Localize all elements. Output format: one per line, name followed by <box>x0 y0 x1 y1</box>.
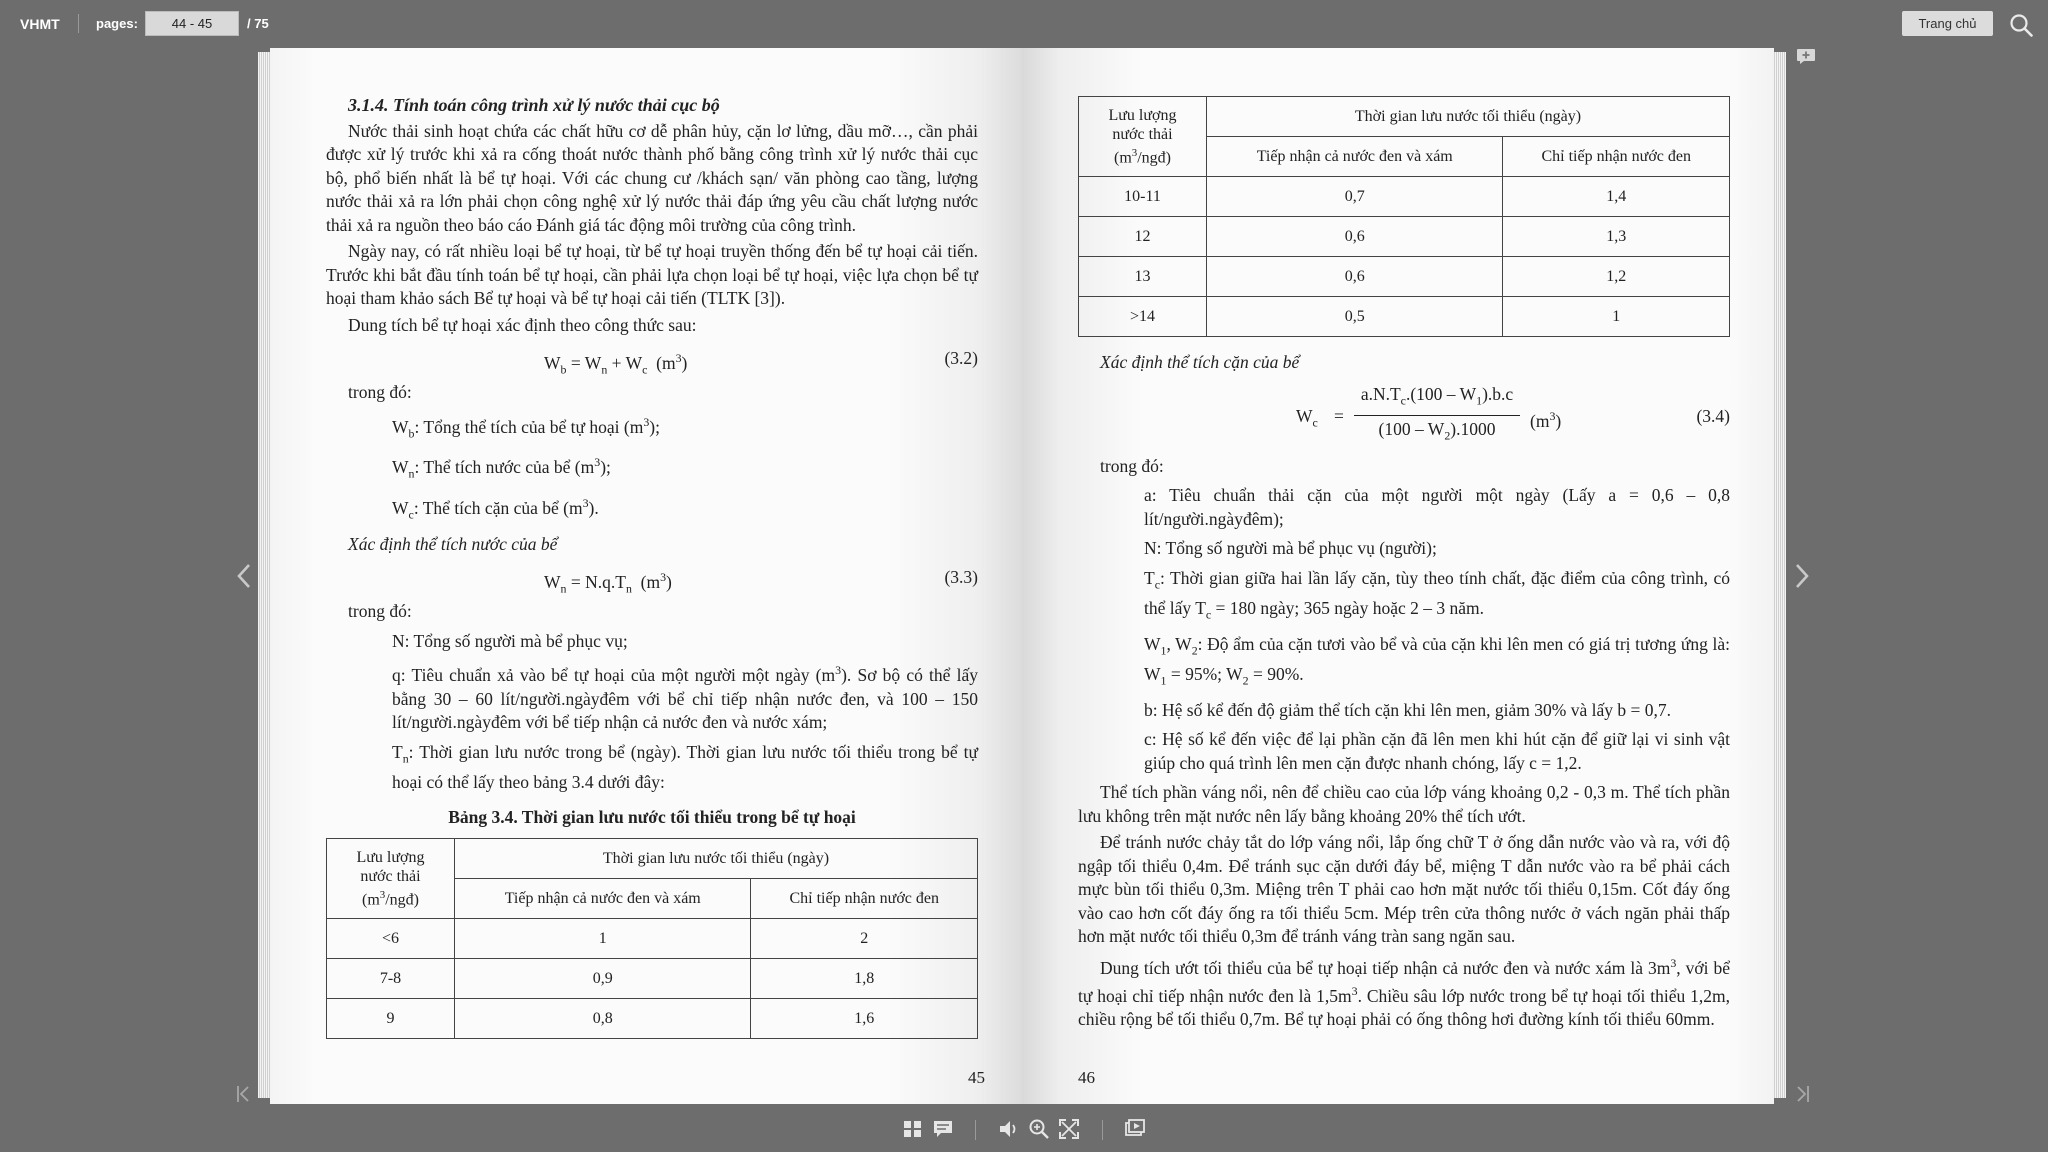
page-number-input[interactable] <box>145 11 239 36</box>
table-cell: 1,2 <box>1503 257 1730 297</box>
page-45[interactable] <box>270 48 1022 1104</box>
page-46[interactable] <box>1022 48 1774 1104</box>
label: trong đó: <box>348 601 412 622</box>
formula-expression: $W_n = N.q.T_n$ $(m^3)$ <box>544 570 672 596</box>
definition: $T_c$: Thời gian giữa hai lần lấy cặn, tùy theo tính chất, đặc điểm của công trình, có thể lấy $T_c = 180$ ngày; 365 ngày hoặc 2 – 3 năm. <box>1144 567 1730 621</box>
retention-table <box>326 838 978 1039</box>
table-header: Lưu lượng nước thải $(m^3/ngđ)$ <box>1079 97 1207 177</box>
table-cell: 1,4 <box>1503 177 1730 217</box>
formula-expression: $W_b = W_n + W_c$ $(m^3)$ <box>544 351 688 377</box>
retention-table-continued <box>1078 96 1730 337</box>
top-toolbar <box>0 0 2048 48</box>
formula-number: (3.2) <box>944 348 978 368</box>
table-cell: 0,8 <box>455 998 751 1038</box>
formula-equals: = <box>1334 405 1344 426</box>
definition: b: Hệ số kể đến độ giảm thể tích cặn khi lên men, giảm 30% và lấy b = 0,7. <box>1144 699 1671 720</box>
pages-total: / 75 <box>247 16 269 31</box>
table-cell: 9 <box>327 998 455 1038</box>
table-caption: Bảng 3.4. Thời gian lưu nước tối thiểu trong bể tự hoại <box>448 807 856 828</box>
definition: $W_b$: Tổng thể tích của bể tự hoại $(m^3)$; <box>392 414 660 440</box>
first-page-icon[interactable] <box>232 1084 256 1104</box>
table-cell: >14 <box>1079 297 1207 337</box>
search-icon[interactable] <box>2008 12 2034 38</box>
table-header: Thời gian lưu nước tối thiểu (ngày) <box>455 838 978 878</box>
table-row <box>1079 297 1730 337</box>
page-stack-right <box>1772 52 1786 1098</box>
table-cell: 1 <box>1503 297 1730 337</box>
last-page-icon[interactable] <box>1790 1084 1814 1104</box>
formula-number: (3.3) <box>944 567 978 588</box>
brand-label: VHMT <box>20 16 60 32</box>
formula-denominator: $(100 - W_2).1000$ <box>1378 418 1496 442</box>
page-number: 45 <box>968 1068 985 1087</box>
toolbar-divider <box>975 1120 976 1140</box>
definition: N: Tổng số người mà bể phục vụ (người); <box>1144 538 1437 558</box>
table-row <box>327 998 978 1038</box>
table-header: Lưu lượng nước thải $(m^3/ngđ)$ <box>327 838 455 918</box>
book-spread <box>258 48 1786 1104</box>
table-cell: 2 <box>751 918 978 958</box>
table-cell: 1,6 <box>751 998 978 1038</box>
formula-3-3 <box>326 562 978 594</box>
table-cell: 1,3 <box>1503 217 1730 257</box>
speaker-icon[interactable] <box>998 1118 1020 1140</box>
table-cell: 13 <box>1079 257 1207 297</box>
chevron-right-icon[interactable] <box>1790 559 1814 593</box>
table-row <box>327 958 978 998</box>
comment-icon[interactable] <box>932 1118 954 1140</box>
table-cell: 0,6 <box>1207 257 1503 297</box>
table-row <box>1079 257 1730 297</box>
table-cell: 7-8 <box>327 958 455 998</box>
definition: q: Tiêu chuẩn xả vào bể tự hoại của một người một ngày $(m^3)$. Sơ bộ có thể lấy bằng 30 – 60 lít/người.ngàyđêm với bể chỉ tiếp nhận nước đen, và 100 – 150 lít/người.ngàyđêm với bể tiếp nhận cả nước đen và nước xám; <box>392 663 978 733</box>
toolbar-divider <box>78 14 79 33</box>
table-cell: 0,6 <box>1207 217 1503 257</box>
italic-subheading: Xác định thể tích cặn của bể <box>1100 352 1300 372</box>
table-cell: 0,9 <box>455 958 751 998</box>
paragraph: Nước thải sinh hoạt chứa các chất hữu cơ dễ phân hủy, cặn lơ lửng, dầu mỡ…, cần phải được xử lý trước khi xả ra cống thoát nước thành phố bằng công trình xử lý nước thải cục bộ, phổ biến nhất là bể tự hoại. Với các chung cư /khách sạn/ văn phòng cao tầng, lượng nước thải xả ra lớn phải chọn công nghệ xử lý nước thải đáp ứng yêu cầu chất lượng nước thải xả ra nguồn theo báo cáo Đánh giá tác động môi trường của công trình. <box>326 120 978 235</box>
table-row <box>1079 217 1730 257</box>
table-row <box>1079 177 1730 217</box>
definition: c: Hệ số kể đến việc để lại phần cặn đã lên men khi hút cặn để giữ lại vi sinh vật giúp cho quá trình lên men cặn được nhanh chóng, lấy c = 1,2. <box>1144 729 1730 773</box>
table-cell: 10-11 <box>1079 177 1207 217</box>
table-header: Tiếp nhận cả nước đen và xám <box>1207 137 1503 177</box>
definition: a: Tiêu chuẩn thải cặn của một người một ngày (Lấy a = 0,6 – 0,8 lít/người.ngàyđêm); <box>1144 485 1730 529</box>
home-button[interactable]: Trang chủ <box>1902 11 1993 36</box>
table-header: Tiếp nhận cả nước đen và xám <box>455 878 751 918</box>
definition: $W_c$: Thể tích cặn của bể $(m^3)$. <box>392 496 599 522</box>
section-heading: 3.1.4. Tính toán công trình xử lý nước thải cục bộ <box>348 95 720 115</box>
label: trong đó: <box>1100 455 1164 476</box>
table-cell: 0,5 <box>1207 297 1503 337</box>
chevron-left-icon[interactable] <box>232 559 256 593</box>
formula-lhs: $W_c$ <box>1296 405 1318 429</box>
paragraph: Ngày nay, có rất nhiều loại bể tự hoại, từ bể tự hoại truyền thống đến bể tự hoại cải tiến. Trước khi bắt đầu tính toán bể tự hoại, cần phải lựa chọn loại bể tự hoại, việc lựa chọn bể tự hoại tham khảo sách Bể tự hoại và bể tự hoại cải tiến (TLTK [3]). <box>326 241 978 308</box>
formula-number: (3.4) <box>1696 405 1730 426</box>
paragraph: Để tránh nước chảy tắt do lớp váng nổi, lắp ống chữ T ở ống dẫn nước vào và ra, với độ ngập tối thiểu 0,4m. Để tránh sục cặn dưới đáy bể, miệng T dẫn nước vào ra bể phải cách mực bùn tối thiểu 0,3m. Miệng trên T phải cao hơn mặt nước tối thiểu 0,15m. Cốt đáy ống vào cao hơn cốt đáy ống ra tối thiểu 5cm. Mép trên cửa thông nước ở vách ngăn phải thấp hơn mặt nước tối thiểu 0,3m để tránh váng tràn sang ngăn sau. <box>1078 832 1730 946</box>
table-row <box>327 918 978 958</box>
table-cell: 1,8 <box>751 958 978 998</box>
table-header: Chỉ tiếp nhận nước đen <box>1503 137 1730 177</box>
grid-icon[interactable] <box>902 1118 924 1140</box>
definition: N: Tổng số người mà bể phục vụ; <box>392 630 628 651</box>
table-cell: <6 <box>327 918 455 958</box>
formula-3-2 <box>326 343 978 375</box>
bookmark-add-icon[interactable] <box>1796 48 1816 64</box>
bottom-toolbar <box>0 1104 2048 1152</box>
formula-numerator: $a.N.T_c.(100 - W_1).b.c$ <box>1354 383 1520 416</box>
formula-unit: $(m^3)$ <box>1530 408 1562 431</box>
formula-3-4 <box>1078 383 1730 445</box>
toolbar-divider <box>1102 1120 1103 1140</box>
paragraph: Dung tích ướt tối thiểu của bể tự hoại tiếp nhận cả nước đen và nước xám là $3m^3$, với bể tự hoại chỉ tiếp nhận nước đen là $1,5m^3$. Chiều sâu lớp nước trong bể tự hoại tối thiểu 1,2m, chiều rộng bể tối thiểu 0,7m. Bể tự hoại phải có ống thông hơi đường kính tối thiểu 60mm. <box>1078 955 1730 1030</box>
formula-fraction <box>1354 383 1520 448</box>
fullscreen-icon[interactable] <box>1058 1118 1080 1140</box>
page-number: 46 <box>1078 1068 1095 1087</box>
table-cell: 1 <box>455 918 751 958</box>
italic-subheading: Xác định thể tích nước của bể <box>348 533 558 554</box>
paragraph: Thể tích phần váng nổi, nên để chiều cao của lớp váng khoảng 0,2 - 0,3 m. Thể tích phần lưu không trên mặt nước nên lấy bằng khoảng 20% thể tích ướt. <box>1078 782 1730 826</box>
label: trong đó: <box>348 382 412 402</box>
zoom-in-icon[interactable] <box>1028 1118 1050 1140</box>
table-cell: 0,7 <box>1207 177 1503 217</box>
table-header: Thời gian lưu nước tối thiểu (ngày) <box>1207 97 1730 137</box>
table-header: Chỉ tiếp nhận nước đen <box>751 878 978 918</box>
definition: $W_n$: Thể tích nước của bể $(m^3)$; <box>392 455 611 481</box>
definition: $W_1$, $W_2$: Độ ẩm của cặn tươi vào bể và của cặn khi lên men có giá trị tương ứng là: $W_1 = 95\%$; $W_2 = 90\%$. <box>1144 633 1731 687</box>
share-icon[interactable] <box>1124 1118 1146 1140</box>
paragraph: Dung tích bể tự hoại xác định theo công thức sau: <box>348 314 697 335</box>
table-cell: 12 <box>1079 217 1207 257</box>
definition: $T_n$: Thời gian lưu nước trong bể (ngày). Thời gian lưu nước tối thiểu trong bể tự hoại có thể lấy theo bảng 3.4 dưới đây: <box>392 741 978 792</box>
pages-label: pages: <box>96 16 138 31</box>
